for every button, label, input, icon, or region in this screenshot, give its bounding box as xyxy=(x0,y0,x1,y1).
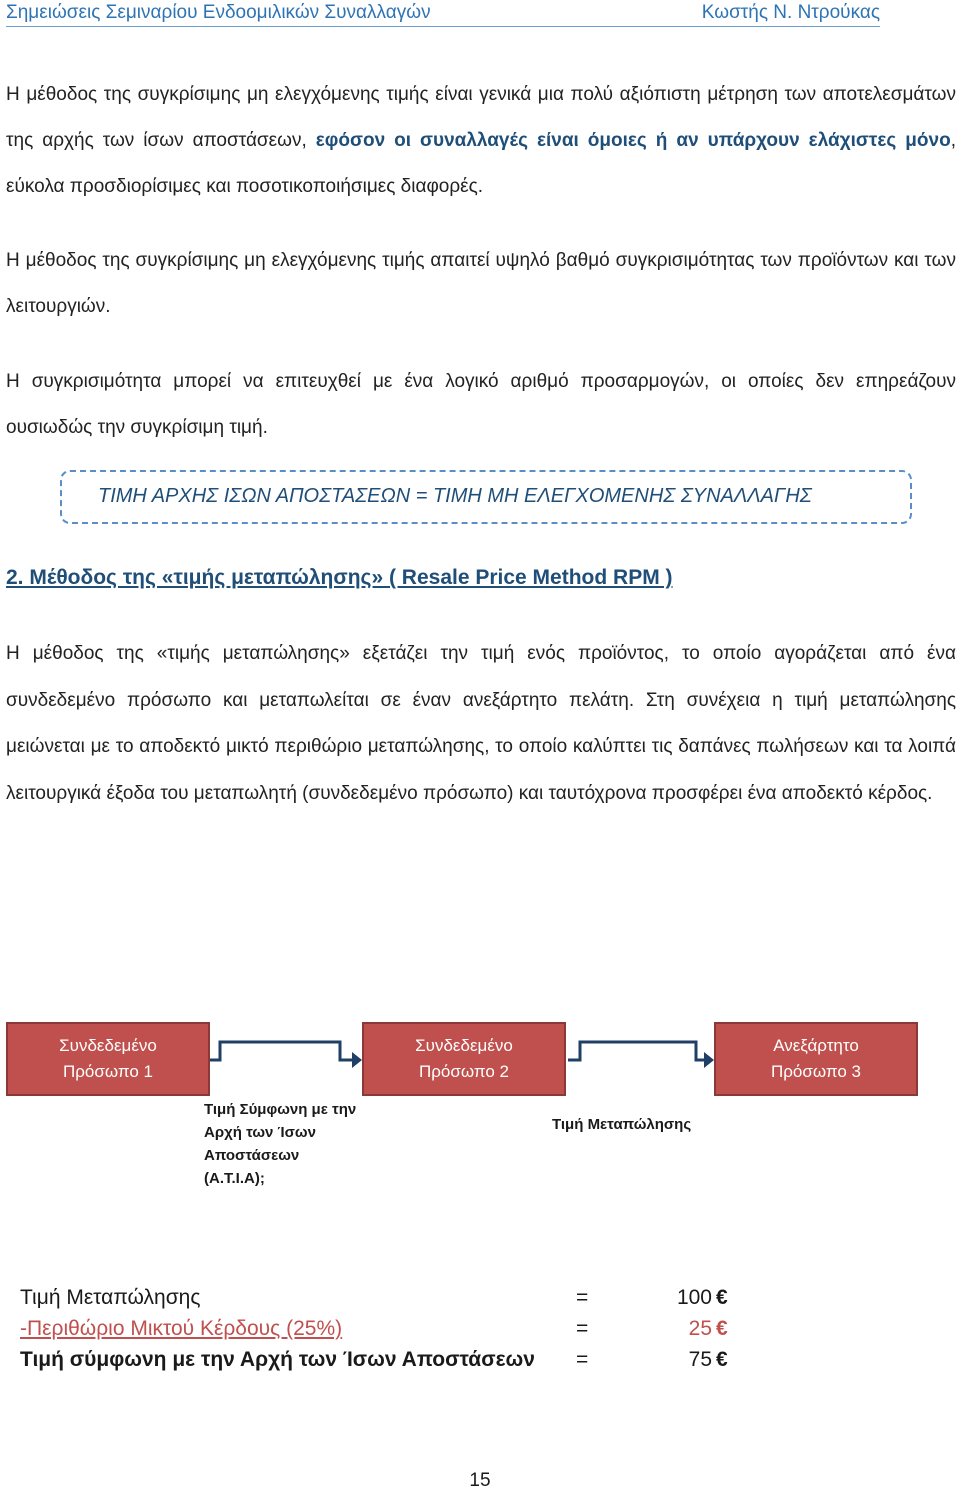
arrow-connector-2-3 xyxy=(568,1042,704,1060)
euro-icon: € xyxy=(716,1348,728,1371)
arrow-connector-1-2 xyxy=(210,1042,352,1060)
paragraph-emphasis: εφόσον οι συναλλαγές είναι όμοιες ή αν υπάρχουν ελάχιστες μόνο xyxy=(315,130,951,151)
entity-label: Συνδεδεμένο xyxy=(415,1036,513,1055)
paragraph-comparability: Η μέθοδος της συγκρίσιμης μη ελεγχόμενης τιμής απαιτεί υψηλό βαθμό συγκρισιμότητας των προϊόντων και των λειτουργιών. xyxy=(6,250,956,317)
flow-label-line: (Α.Τ.Ι.Α); xyxy=(204,1170,265,1187)
paragraph-cup-reliability xyxy=(6,72,956,210)
formula-box xyxy=(60,470,912,524)
section-title: 2. Μέθοδος της «τιμής μεταπώλησης» ( Resale Price Method RPM ) xyxy=(6,566,673,589)
flow-label-arm-length-price xyxy=(204,1098,356,1190)
paragraph-adjustments: Η συγκρισιμότητα μπορεί να επιτευχθεί με ένα λογικό αριθμό προσαρμογών, οι οποίες δεν επηρεάζουν ουσιωδώς την συγκρίσιμη τιμή. xyxy=(6,371,956,438)
calc-value: 100 xyxy=(676,1286,712,1309)
calc-value: 75 xyxy=(688,1348,712,1371)
paragraph-text: Η μέθοδος της συγκρίσιμης μη ελεγχόμενης τιμής είναι γενικά μια πολύ αξιόπιστη μέτρηση των αποτελεσμάτων της αρχής των ίσων αποστάσεων, xyxy=(6,84,956,151)
calc-equals: = xyxy=(576,1286,589,1309)
entity-label: Πρόσωπο 2 xyxy=(418,1062,510,1081)
euro-icon: € xyxy=(716,1317,728,1340)
entity-label: Ανεξάρτητο xyxy=(773,1036,859,1055)
calc-label: Τιμή σύμφωνη με την Αρχή των Ίσων Αποστάσεων xyxy=(20,1348,535,1371)
calc-label: Τιμή Μεταπώλησης xyxy=(20,1286,201,1309)
page-number: 15 xyxy=(469,1470,491,1491)
arrow-head-1-2 xyxy=(352,1052,362,1068)
calc-equals: = xyxy=(576,1348,589,1371)
paragraph-text: , εύκολα προσδιορίσιμες και ποσοτικοποιήσιμες διαφορές. xyxy=(6,130,956,197)
euro-icon: € xyxy=(716,1286,728,1309)
entity-label: Πρόσωπο 1 xyxy=(62,1062,154,1081)
flow-label-resale-price: Τιμή Μεταπώλησης xyxy=(552,1116,692,1133)
paragraph-resale-method: Η μέθοδος της «τιμής μεταπώλησης» εξετάζει την τιμή ενός προϊόντος, το οποίο αγοράζεται από ένα συνδεδεμένο πρόσωπο και μεταπωλείται σε έναν ανεξάρτητο πελάτη. Στη συνέχεια η τιμή μεταπώλησης μειώνεται με το αποδεκτό μικτό περιθώριο μεταπώλησης, το οποίο καλύπτει τις δαπάνες πωλήσεων και τα λοιπά λειτουργικά έξοδα του μεταπωλητή (συνδεδεμένο πρόσωπο) και ταυτόχρονα προσφέρει ένα αποδεκτό κέρδος. xyxy=(6,643,956,804)
calc-row-resale-price xyxy=(20,1286,740,1316)
calc-value: 25 xyxy=(688,1317,712,1340)
calc-row-gross-margin xyxy=(20,1317,740,1347)
header-author: Κωστής Ν. Ντρούκας xyxy=(701,2,880,23)
header-title: Σημειώσεις Σεμιναρίου Ενδοομιλικών Συναλλαγών xyxy=(6,2,431,23)
entity-label: Συνδεδεμένο xyxy=(59,1036,157,1055)
calc-label: -Περιθώριο Μικτού Κέρδους (25%) xyxy=(20,1317,343,1340)
flow-label-line: Αποστάσεων xyxy=(204,1147,300,1164)
entity-label: Πρόσωπο 3 xyxy=(770,1062,862,1081)
arrow-head-2-3 xyxy=(704,1052,714,1068)
formula-text: ΤΙΜΗ ΑΡΧΗΣ ΙΣΩΝ ΑΠΟΣΤΑΣΕΩΝ = ΤΙΜΗ ΜΗ ΕΛΕΓΧΟΜΕΝΗΣ ΣΥΝΑΛΛΑΓΗΣ xyxy=(98,485,812,507)
calc-row-arm-length-price xyxy=(20,1348,740,1378)
page-header xyxy=(6,2,880,27)
flow-label-line: Τιμή Σύμφωνη με την xyxy=(204,1101,357,1118)
diagram-arrows xyxy=(0,1000,960,1120)
flow-label-line: Αρχή των Ίσων xyxy=(204,1124,316,1141)
calc-equals: = xyxy=(576,1317,589,1340)
